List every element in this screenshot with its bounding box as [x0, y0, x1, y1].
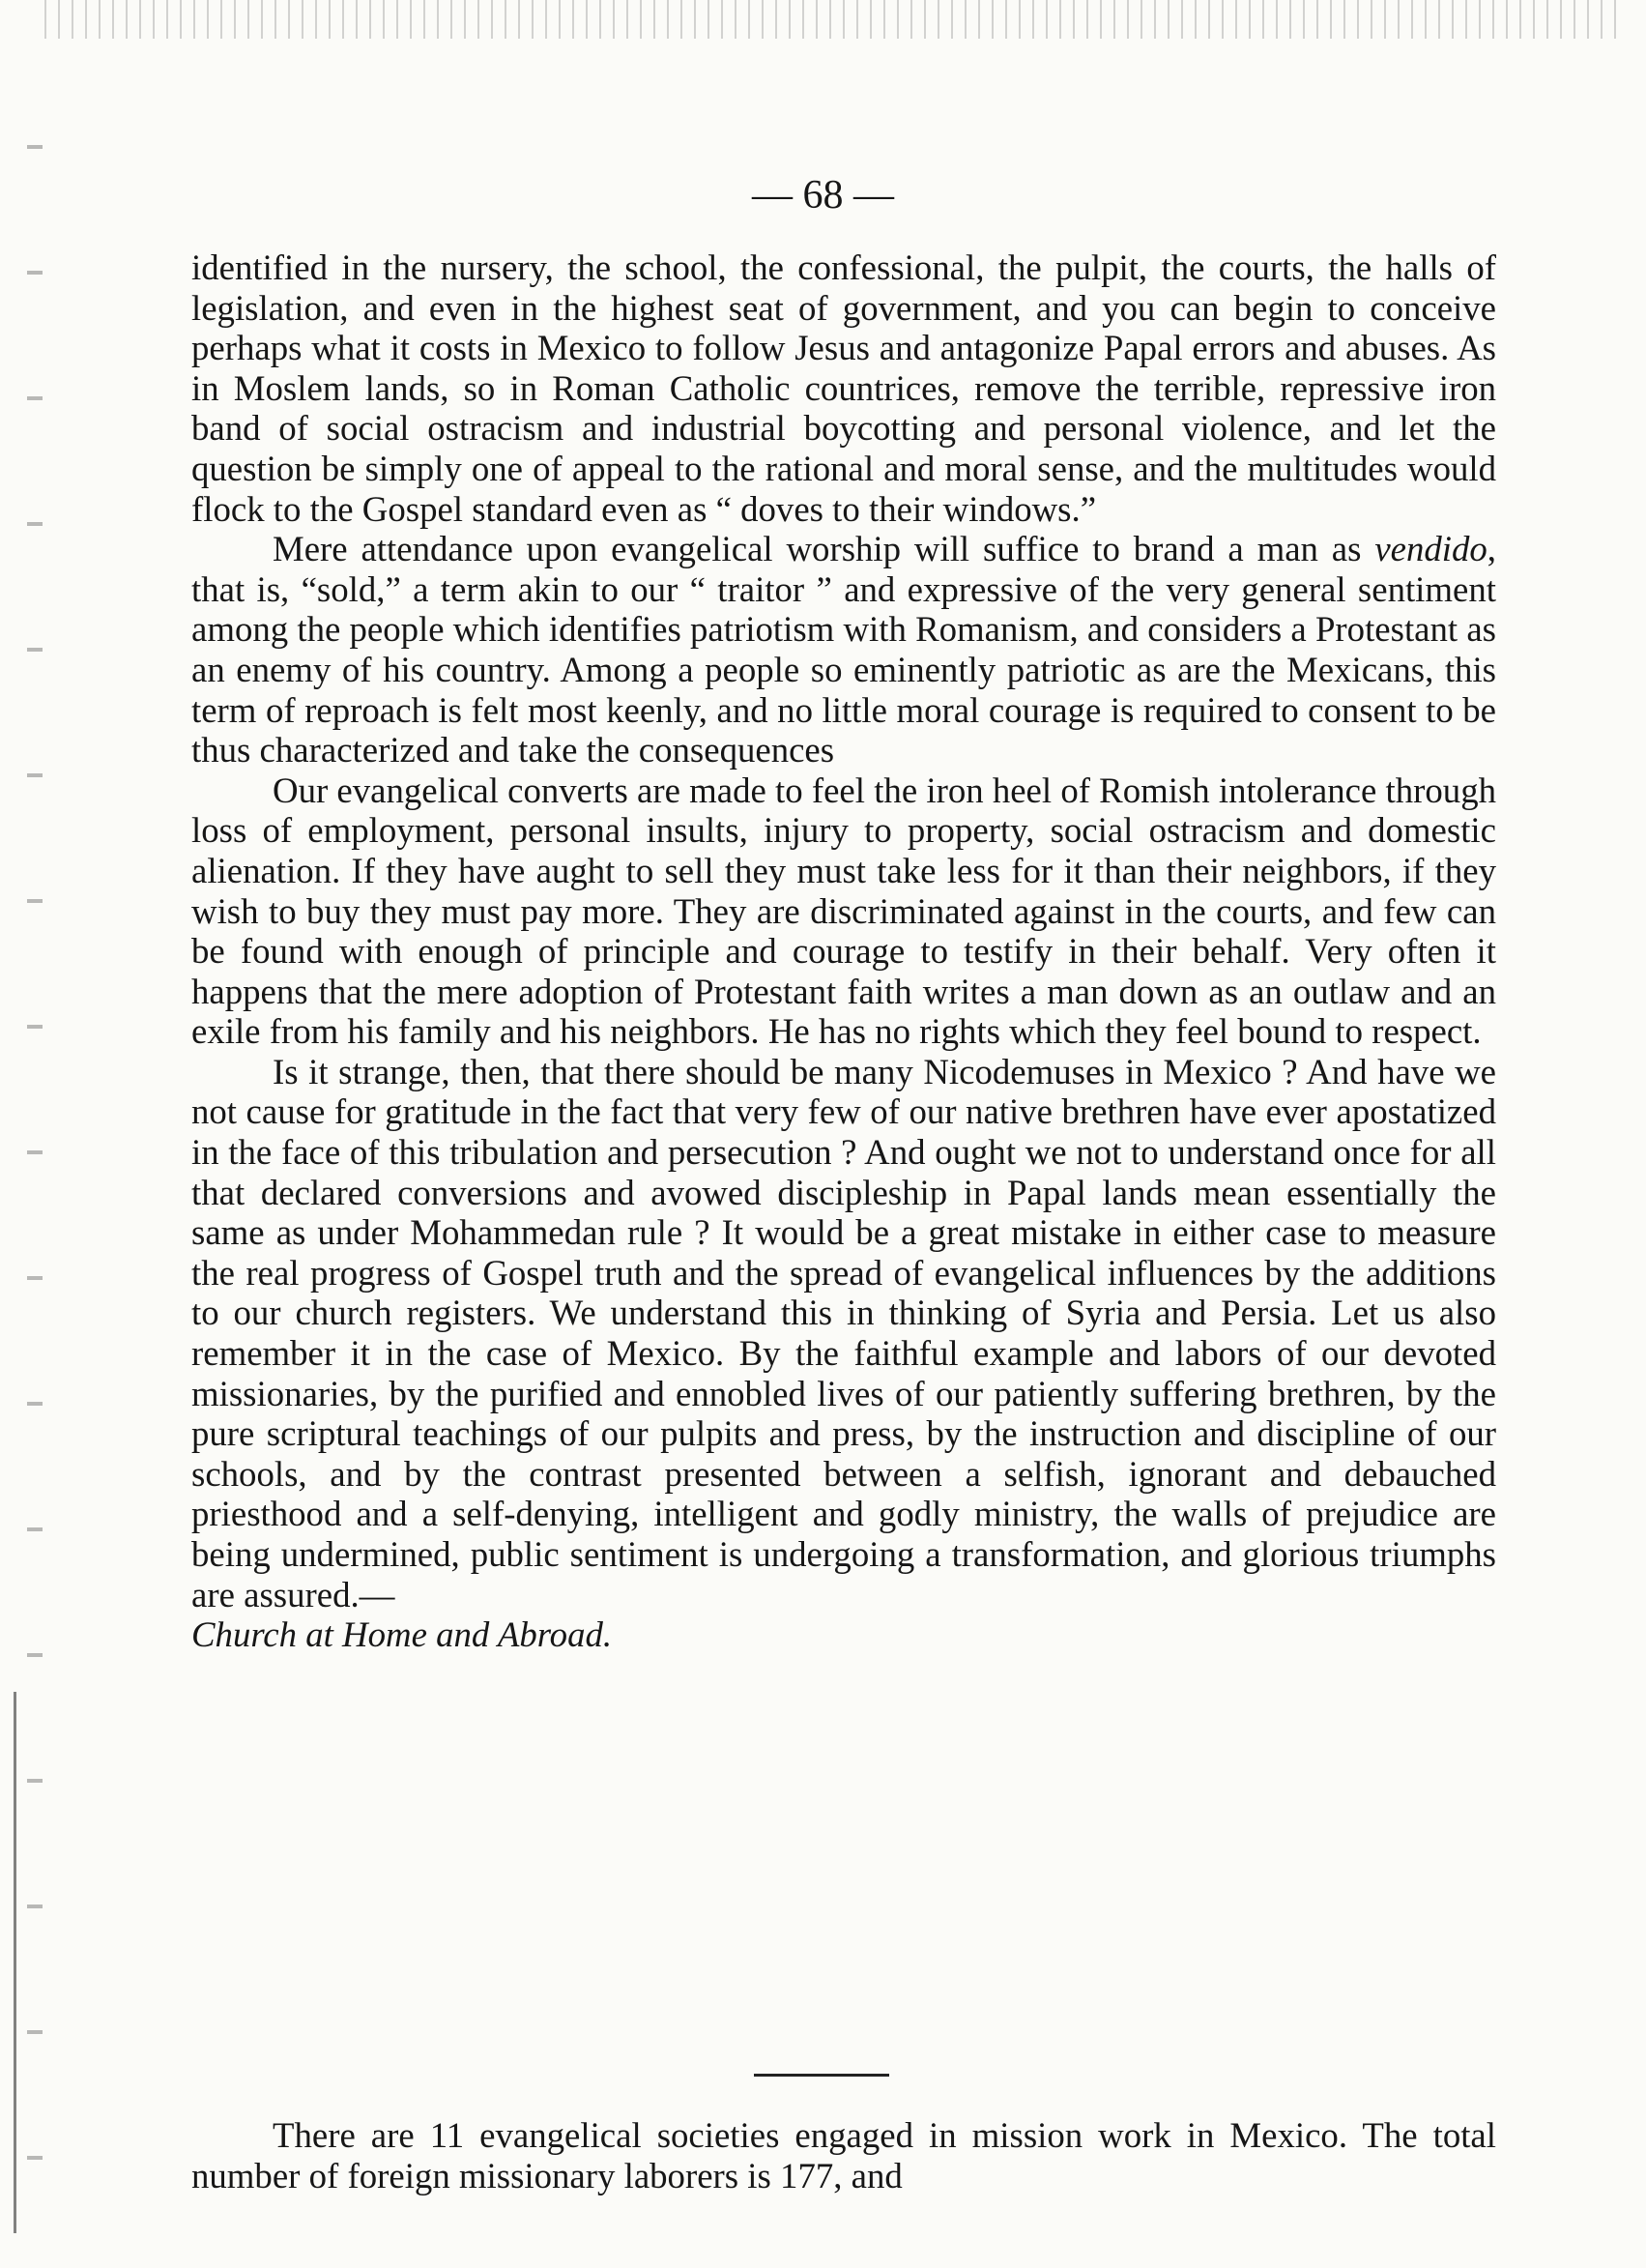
scan-noise-top	[39, 0, 1624, 39]
paragraph-2-start: Mere attendance upon evangelical worship will suffice to brand a man as	[273, 529, 1375, 569]
next-article	[191, 2115, 1496, 2195]
article-body	[191, 247, 1496, 1655]
paragraph-3: Our evangelical converts are made to feel the iron heel of Romish intolerance through loss of employment, personal insults, injury to property, social ostracism and domestic alienation. If they have aught to sell they must take less for it than their neighbors, if they wish to buy they must pay more. They are discriminated against in the courts, and few can be found with enough of principle and courage to testify in their behalf. Very often it happens that the mere adoption of Protestant faith writes a man down as an outlaw and an exile from his family and his neighbors. He has no rights which they feel bound to respect.	[191, 770, 1496, 1052]
next-article-paragraph: There are 11 evangelical societies engaged in mission work in Mexico. The total number of foreign missionary laborers is 177, and	[191, 2115, 1496, 2195]
scan-noise-left-margin	[27, 87, 43, 2214]
paragraph-1: identified in the nursery, the school, the confessional, the pulpit, the courts, the halls of legislation, and even in the highest seat of government, and you can begin to conceive perhaps what it costs in Mexico to follow Jesus and antagonize Papal errors and abuses. As in Moslem lands, so in Roman Catholic countrices, remove the terrible, repressive iron band of social ostracism and industrial boycotting and personal violence, and let the question be simply one of appeal to the rational and moral sense, and the multitudes would flock to the Gospel standard even as “ doves to their windows.”	[191, 247, 1496, 529]
page-number: — 68 —	[752, 173, 894, 218]
paragraph-2-italic-term: vendido	[1374, 529, 1487, 569]
paragraph-2	[191, 529, 1496, 771]
paragraph-2-rest: , that is, “sold,” a term akin to our “ traitor ” and expressive of the very general sentiment among the people which identifies patriotism with Romanism, and considers a Protestant as an enemy of his country. Among a people so eminently patriotic as are the Mexicans, this term of reproach is felt most keenly, and no little moral courage is required to consent to be thus characterized and take the consequences	[191, 529, 1496, 771]
article-source: Church at Home and Abroad.	[191, 1614, 613, 1655]
scan-binding-edge	[14, 1692, 16, 2233]
section-divider	[754, 2074, 889, 2077]
paragraph-4: Is it strange, then, that there should be many Nicodemuses in Mexico ? And have we not cause for gratitude in the fact that very few of our native brethren have ever apostatized in the face of this tribulation and persecution ? And ought we not to understand once for all that declared conversions and avowed discipleship in Papal lands mean essentially the same as under Mohammedan rule ? It would be a great mistake in either case to measure the real progress of Gospel truth and the spread of evangelical influences by the additions to our church registers. We understand this in thinking of Syria and Persia. Let us also remember it in the case of Mexico. By the faithful example and labors of our devoted missionaries, by the purified and ennobled lives of our patiently suffering brethren, by the pure scriptural teachings of our pulpits and press, by the instruction and discipline of our schools, and by the contrast presented between a selfish, ignorant and debauched priesthood and a self-denying, intelligent and godly ministry, the walls of prejudice are being undermined, public sentiment is undergoing a transformation, and glorious triumphs are assured.—	[191, 1051, 1496, 1614]
